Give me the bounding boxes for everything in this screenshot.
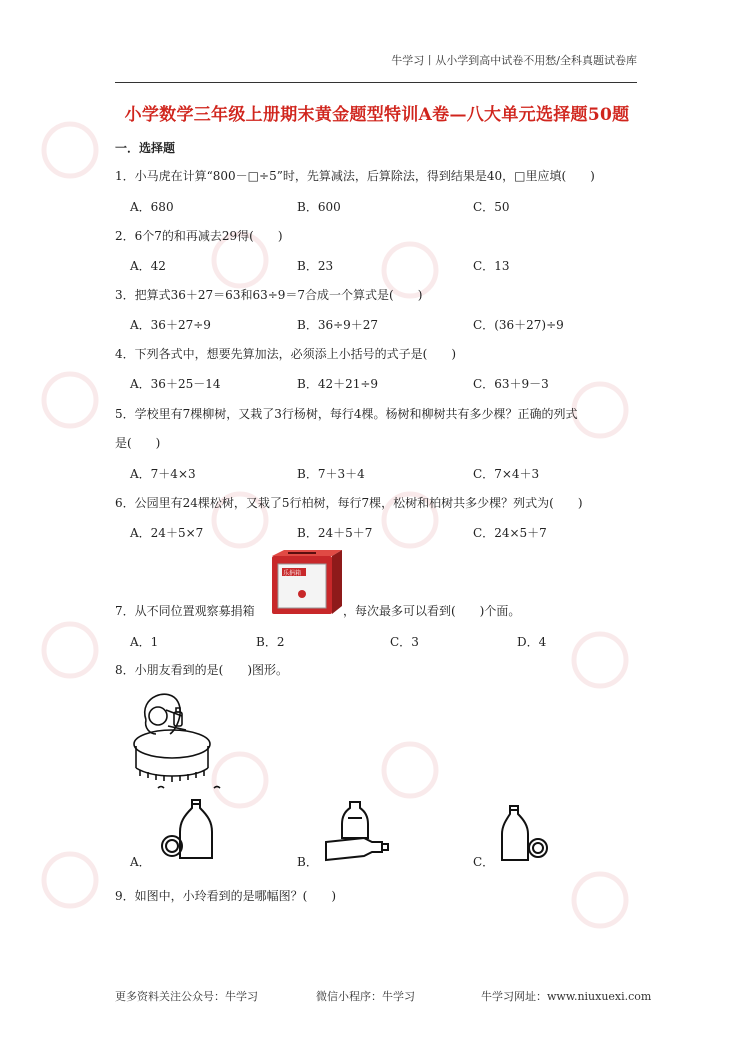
question-text: 公园里有24棵松树，又栽了5行柏树，每行7棵，松树和柏树共多少棵？列式为( ) [134, 496, 583, 510]
option-a: A．24＋5×7 [130, 526, 204, 540]
option-b: B．600 [297, 200, 341, 214]
question-number: 6． [115, 496, 135, 510]
footer-mini-program: 微信小程序：牛学习 [316, 990, 415, 1003]
header-rule [115, 82, 637, 83]
question-number: 1． [115, 169, 135, 183]
option-a: A．1 [130, 635, 159, 649]
question-6 [115, 494, 583, 511]
question-text: 把算式36＋27＝63和63÷9＝7合成一个算式是( ) [134, 288, 423, 302]
option-b: B．42＋21÷9 [297, 377, 379, 391]
section-heading: 一．选择题 [115, 141, 176, 155]
option-c: C．7×4＋3 [473, 467, 540, 481]
option-c: C．63＋9－3 [473, 377, 549, 391]
option-d: D．4 [517, 635, 547, 649]
question-text: 如图中，小玲看到的是哪幅图？( ) [134, 889, 337, 903]
option-a: A．7＋4×3 [130, 467, 196, 481]
option-b: B．36÷9＋27 [297, 318, 379, 332]
question-text: 学校里有7棵柳树，又栽了3行杨树，每行4棵。杨树和柳树共有多少棵？正确的列式 [134, 407, 578, 421]
question-number: 3． [115, 288, 135, 302]
question-number: 2． [115, 229, 135, 243]
child-at-table-image [130, 690, 222, 790]
option-a: A．680 [130, 200, 174, 214]
question-3 [115, 286, 422, 303]
question-7 [115, 602, 255, 619]
page-title: 小学数学三年级上册期末黄金题型特训A卷—八大单元选择题50题 [124, 105, 630, 125]
option-b: B．7＋3＋4 [297, 467, 365, 481]
question-number: 5． [115, 407, 135, 421]
option-c: C．50 [473, 200, 510, 214]
option-b: B．2 [256, 635, 285, 649]
option-c: C．3 [390, 635, 419, 649]
option-b: B．24＋5＋7 [297, 526, 373, 540]
question-9 [115, 887, 336, 904]
option-a: A．36＋25－14 [130, 377, 221, 391]
question-7-continued: ，每次最多可以看到( )个面。 [343, 604, 521, 618]
question-text: 6个7的和再减去29得( ) [134, 229, 283, 243]
option-a: A． [130, 855, 151, 869]
option-c: C． [473, 855, 495, 869]
question-5-continued: 是( ) [115, 436, 161, 450]
header-text: 牛学习丨从小学到高中试卷不用愁/全科真题试卷库 [391, 54, 637, 67]
question-2 [115, 227, 283, 244]
donation-box-image [270, 550, 342, 616]
option-b: B． [297, 855, 318, 869]
option-c: C．24×5＋7 [473, 526, 547, 540]
question-8 [115, 661, 288, 678]
option-c: C．(36＋27)÷9 [473, 318, 564, 332]
footer-wechat-account: 更多资料关注公众号：牛学习 [115, 990, 258, 1003]
option-c-image [498, 800, 550, 864]
question-text: 小马虎在计算“800－□÷5”时，先算减法，后算除法，得到结果是40，□里应填( ) [134, 169, 595, 183]
option-b-image [322, 798, 392, 862]
question-5 [115, 405, 578, 422]
question-number: 7． [115, 604, 135, 618]
box-label: 乐捐箱 [283, 570, 302, 577]
option-a: A．42 [130, 259, 166, 273]
option-c: C．13 [473, 259, 510, 273]
question-number: 4． [115, 347, 135, 361]
option-a: A．36＋27÷9 [130, 318, 211, 332]
question-1 [115, 167, 595, 184]
question-text: 下列各式中，想要先算加法，必须添上小括号的式子是( ) [134, 347, 457, 361]
option-b: B．23 [297, 259, 334, 273]
option-a-image [158, 798, 214, 862]
question-text: 小朋友看到的是( )图形。 [134, 663, 289, 677]
question-number: 9． [115, 889, 135, 903]
footer-website-link[interactable]: 牛学习网址：www.niuxuexi.com [481, 990, 652, 1003]
question-4 [115, 345, 456, 362]
question-number: 8． [115, 663, 135, 677]
question-text: 从不同位置观察募捐箱 [134, 604, 255, 618]
